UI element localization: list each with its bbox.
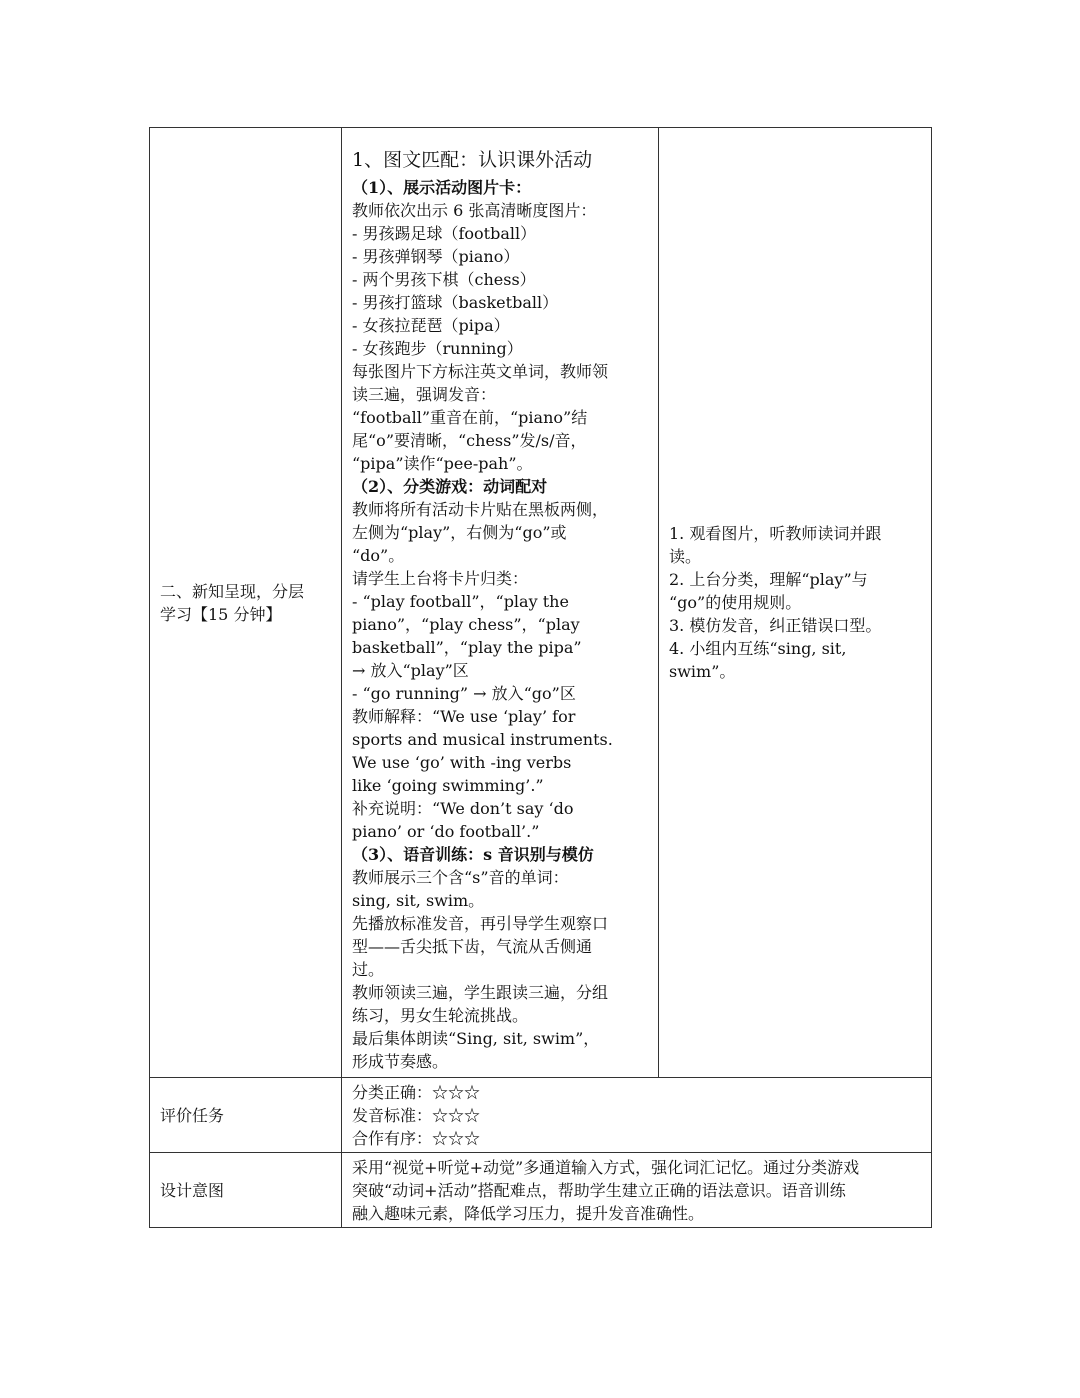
part1-intro: 教师依次出示 6 张高清晰度图片：: [352, 201, 597, 220]
text-line: 教师将所有活动卡片贴在黑板两侧，: [352, 500, 609, 519]
evaluation-line: 发音标准：☆☆☆: [352, 1105, 481, 1125]
text-line: 尾“o”要清晰，“chess”发/s/音，: [352, 431, 587, 450]
text-line: - “play football”，“play the: [352, 592, 569, 611]
teacher-activity-cell: [342, 128, 659, 1078]
text-line: - “go running” → 放入“go”区: [352, 684, 576, 703]
lesson-plan-table: [149, 127, 932, 1228]
evaluation-label: 评价任务: [150, 1078, 342, 1153]
text-line: → 放入“play”区: [352, 661, 469, 680]
text-line: “pipa”读作“pee-pah”。: [352, 454, 533, 473]
evaluation-line: 分类正确：☆☆☆: [352, 1082, 481, 1102]
design-line: 突破“动词+活动”搭配难点，帮助学生建立正确的语法意识。语音训练: [352, 1180, 846, 1200]
design-line: 采用“视觉+听觉+动觉”多通道输入方式，强化词汇记忆。通过分类游戏: [352, 1157, 860, 1177]
text-line: 左侧为“play”，右侧为“go”或: [352, 523, 567, 542]
text-line: 每张图片下方标注英文单词，教师领: [352, 362, 609, 381]
text-line: 形成节奏感。: [352, 1052, 449, 1071]
text-line: piano’ or ‘do football’.”: [352, 822, 540, 841]
section-title: 1、图文匹配：认识课外活动: [352, 149, 593, 171]
text-line: 型——舌尖抵下齿，气流从舌侧通: [352, 937, 593, 956]
list-item: - 女孩拉琵琶（pipa）: [352, 316, 510, 335]
text-line: 教师解释：“We use ‘play’ for: [352, 707, 576, 726]
list-item: - 男孩踢足球（football）: [352, 224, 537, 243]
student-line: 4. 小组内互练“sing, sit,: [669, 639, 847, 658]
text-line: 教师领读三遍，学生跟读三遍，分组: [352, 983, 609, 1002]
stage-title-line1: 二、新知呈现，分层: [160, 581, 305, 601]
design-content: [342, 1153, 932, 1228]
student-line: 3. 模仿发音，纠正错误口型。: [669, 616, 882, 635]
student-activity-cell: [659, 128, 932, 1078]
evaluation-row: [150, 1078, 932, 1153]
student-line: 2. 上台分类，理解“play”与: [669, 570, 868, 589]
text-line: “football”重音在前，“piano”结: [352, 408, 588, 427]
list-item: - 女孩跑步（running）: [352, 339, 523, 358]
text-line: “do”。: [352, 546, 405, 565]
design-row: [150, 1153, 932, 1228]
text-line: basketball”，“play the pipa”: [352, 638, 582, 657]
list-item: - 男孩弹钢琴（piano）: [352, 247, 520, 266]
text-line: piano”，“play chess”，“play: [352, 615, 580, 634]
text-line: sing, sit, swim。: [352, 891, 485, 910]
part1-heading: （1）、展示活动图片卡：: [352, 178, 532, 197]
student-line: 读。: [669, 547, 702, 566]
text-line: 补充说明：“We don’t say ‘do: [352, 799, 574, 818]
text-line: 过。: [352, 960, 385, 979]
student-line: 1. 观看图片，听教师读词并跟: [669, 524, 882, 543]
text-line: We use ‘go’ with -ing verbs: [352, 753, 572, 772]
design-label: 设计意图: [150, 1153, 342, 1228]
part3-heading: （3）、语音训练：s 音识别与模仿: [352, 845, 594, 864]
text-line: 最后集体朗读“Sing, sit, swim”，: [352, 1029, 600, 1048]
text-line: like ‘going swimming’.”: [352, 776, 544, 795]
student-line: swim”。: [669, 662, 736, 681]
text-line: 练习，男女生轮流挑战。: [352, 1006, 529, 1025]
text-line: 读三遍，强调发音：: [352, 385, 497, 404]
text-line: sports and musical instruments.: [352, 730, 613, 749]
activity-row: [150, 128, 932, 1078]
student-line: “go”的使用规则。: [669, 593, 802, 612]
text-line: 先播放标准发音，再引导学生观察口: [352, 914, 609, 933]
evaluation-content: [342, 1078, 932, 1153]
text-line: 请学生上台将卡片归类：: [352, 569, 529, 588]
design-line: 融入趣味元素，降低学习压力，提升发音准确性。: [352, 1203, 705, 1223]
list-item: - 两个男孩下棋（chess）: [352, 270, 536, 289]
list-item: - 男孩打篮球（basketball）: [352, 293, 559, 312]
text-line: 教师展示三个含“s”音的单词：: [352, 868, 569, 887]
evaluation-line: 合作有序：☆☆☆: [352, 1128, 481, 1148]
stage-cell: [150, 128, 342, 1078]
part2-heading: （2）、分类游戏：动词配对: [352, 477, 548, 496]
stage-title-line2: 学习【15 分钟】: [160, 604, 282, 624]
